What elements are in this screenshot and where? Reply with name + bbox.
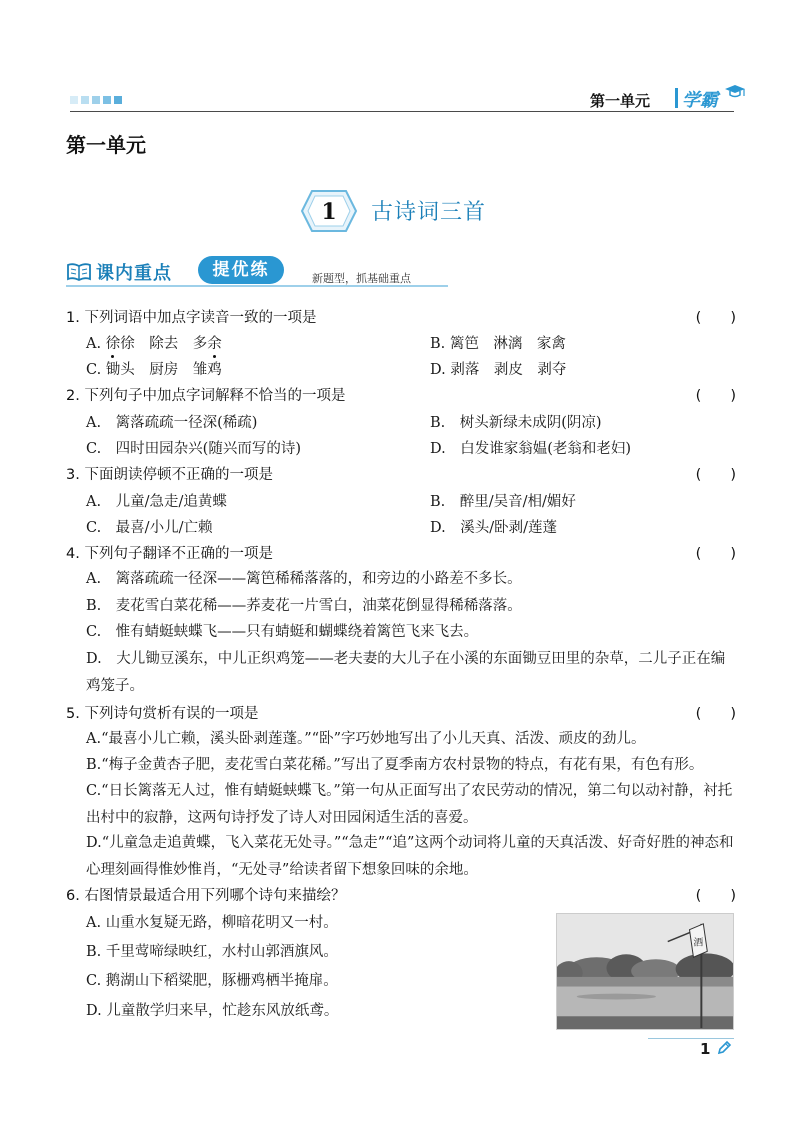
q6-option-a: A. 山重水复疑无路，柳暗花明又一村。 <box>86 915 338 931</box>
q2-option-b: B. 树头新绿未成阴(阴凉) <box>430 415 602 431</box>
question-3 <box>66 463 736 484</box>
question-2-stem: 2. 下列句子中加点字词解释不恰当的一项是 <box>66 388 346 404</box>
section-subtitle: 新题型，抓基础重点 <box>312 272 411 285</box>
q5-option-d: D.“儿童急走追黄蝶，飞入菜花无处寻。”“急走”“追”这两个动词将儿童的天真活泼、好奇好胜的神态和心理刻画得惟妙惟肖，“无处寻”给读者留下想象回味的余地。 <box>86 835 734 878</box>
question-5-stem: 5. 下列诗句赏析有误的一项是 <box>66 706 259 722</box>
question-3-stem: 3. 下面朗读停顿不正确的一项是 <box>66 467 273 483</box>
q5-option-b: B.“梅子金黄杏子肥，麦花雪白菜花稀。”写出了夏季南方农村景物的特点，有花有果，有色有形。 <box>86 757 704 773</box>
answer-blank-5[interactable]: ( ) <box>695 706 736 722</box>
lesson-title: 古诗词三首 <box>371 200 487 225</box>
q1-option-d: D. 剥落 剥皮 剥夺 <box>430 362 567 378</box>
wine-flag-text: 酒 <box>693 937 704 949</box>
answer-blank-2[interactable]: ( ) <box>695 388 736 404</box>
header-rule <box>70 111 734 112</box>
q3-option-b: B. 醉里/吴音/相/媚好 <box>430 494 576 510</box>
answer-blank-6[interactable]: ( ) <box>695 888 736 904</box>
unit-title: 第一单元 <box>66 133 146 157</box>
question-1 <box>66 306 736 327</box>
question-6 <box>66 884 736 905</box>
q2-option-a: A. 篱落疏疏一径深(稀疏) <box>86 415 258 431</box>
answer-blank-3[interactable]: ( ) <box>695 467 736 483</box>
q3-option-d: D. 溪头/卧剥/莲蓬 <box>430 520 557 536</box>
question-2 <box>66 384 736 405</box>
pencil-icon <box>716 1040 732 1056</box>
q3-option-a: A. 儿童/急走/追黄蝶 <box>86 494 227 510</box>
q3-option-c: C. 最喜/小儿/亡赖 <box>86 520 213 536</box>
q4-option-b: B. 麦花雪白菜花稀——荞麦花一片雪白，油菜花倒显得稀稀落落。 <box>86 598 522 614</box>
q6-option-c: C. 鹅湖山下稻粱肥，豚栅鸡栖半掩扉。 <box>86 973 338 989</box>
q4-option-c: C. 惟有蜻蜓蛱蝶飞——只有蜻蜓和蝴蝶绕着篱笆飞来飞去。 <box>86 624 479 640</box>
section-pill: 提优练 <box>198 256 284 284</box>
question-4-stem: 4. 下列句子翻译不正确的一项是 <box>66 546 273 562</box>
question-5 <box>66 702 736 723</box>
lesson-number: 1 <box>321 199 337 225</box>
q2-option-c: C. 四时田园杂兴(随兴而写的诗) <box>86 441 301 457</box>
village-wine-flag-photo <box>556 913 734 1030</box>
q1-option-c: C. 锄头 厨房 雏鸡 <box>86 362 222 378</box>
header-divider <box>675 88 678 108</box>
brand-logo: 学霸 <box>682 90 718 111</box>
answer-blank-4[interactable]: ( ) <box>695 546 736 562</box>
q6-option-b: B. 千里莺啼绿映红，水村山郭酒旗风。 <box>86 944 338 960</box>
answer-blank-1[interactable]: ( ) <box>695 310 736 326</box>
q5-option-c: C.“日长篱落无人过，惟有蜻蜓蛱蝶飞。”第一句从正面写出了农民劳动的情况，第二句以动衬静，衬托出村中的寂静，这两句诗抒发了诗人对田园闲适生活的喜爱。 <box>86 783 733 826</box>
q4-option-d: D. 大儿锄豆溪东，中儿正织鸡笼——老夫妻的大儿子在小溪的东面锄豆田里的杂草，二儿子正在编鸡笼子。 <box>86 651 726 694</box>
question-6-stem: 6. 右图情景最适合用下列哪个诗句来描绘？ <box>66 888 346 904</box>
q5-option-a: A.“最喜小儿亡赖，溪头卧剥莲蓬。”“卧”字巧妙地写出了小儿天真、活泼、顽皮的劲儿。 <box>86 731 646 747</box>
footer-rule <box>648 1038 734 1039</box>
q2-option-d: D. 白发谁家翁媪(老翁和老妇) <box>430 441 632 457</box>
q1-option-a: A. 徐徐 除去 多余 <box>86 332 222 353</box>
open-book-icon <box>66 262 92 282</box>
page-number: 1 <box>700 1040 711 1058</box>
header-unit-label: 第一单元 <box>590 92 651 110</box>
lesson-number-badge <box>300 188 358 234</box>
q6-option-d: D. 儿童散学归来早，忙趁东风放纸鸢。 <box>86 1003 339 1019</box>
section-label: 课内重点 <box>96 263 172 284</box>
q4-option-a: A. 篱落疏疏一径深——篱笆稀稀落落的，和旁边的小路差不多长。 <box>86 571 522 587</box>
question-4 <box>66 542 736 563</box>
section-underline <box>66 285 448 287</box>
header-decoration <box>70 96 122 104</box>
graduation-cap-icon <box>724 84 746 100</box>
question-1-stem: 1. 下列词语中加点字读音一致的一项是 <box>66 310 317 326</box>
q1-option-b: B. 篱笆 淋漓 家禽 <box>430 336 566 352</box>
